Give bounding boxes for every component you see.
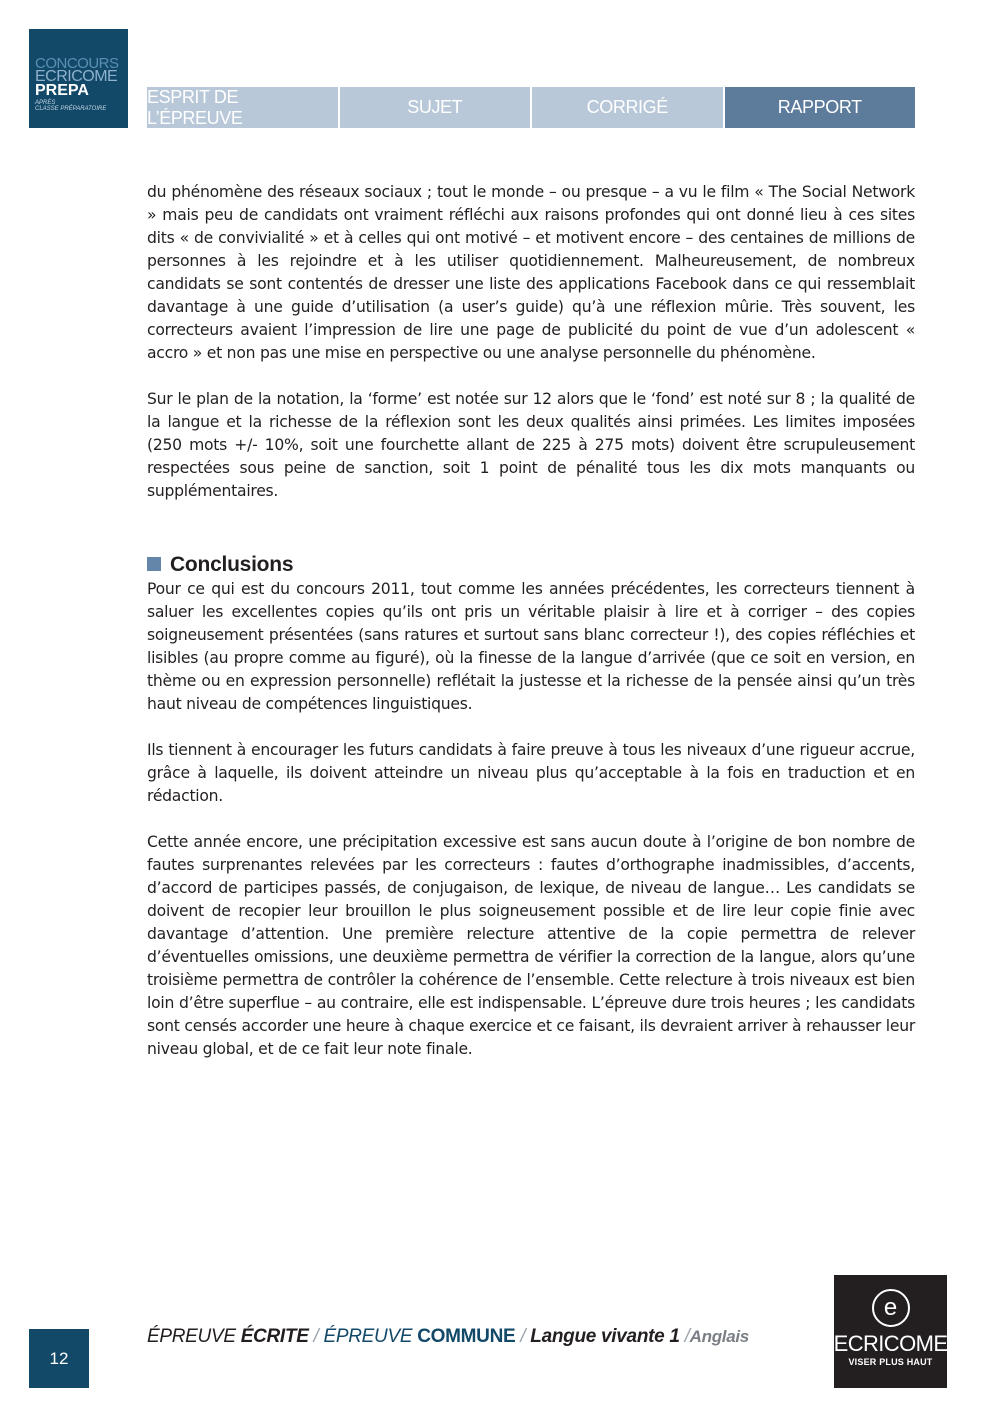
page-number: 12: [29, 1329, 89, 1388]
logo-classe: CLASSE PRÉPARATOIRE: [35, 106, 107, 112]
square-bullet-icon: [147, 557, 161, 571]
tab-rapport[interactable]: RAPPORT: [725, 87, 916, 128]
brand-name: ECRICOME: [833, 1331, 948, 1356]
tab-corrige[interactable]: CORRIGÉ: [532, 87, 723, 128]
footer-epreuve: ÉPREUVE: [147, 1326, 241, 1347]
paragraph-conclusion-2: Ils tiennent à encourager les futurs candidats à faire preuve à tous les niveaux d’une rigueur accrue, grâce à laquelle, ils doivent atteindre un niveau plus qu’acceptable à la fois en traduction et en rédaction.: [147, 741, 915, 805]
footer-epreuve-2: ÉPREUVE: [323, 1326, 418, 1347]
paragraph-conclusion-3: Cette année encore, une précipitation excessive est sans aucun doute à l’origine de bon nombre de fautes surprenantes relevées par les correcteurs : fautes d’orthographe inadmissibles, d’accents, d’accord de participes passés, de conjugaison, de lexique, de niveau de langue… Les candidats se doivent de recopier leur brouillon le plus soigneusement possible et de lire leur copie finie avec davantage d’attention. Une première relecture attentive de la copie permettra de relever d’éventuelles omissions, une deuxième permettra de vérifier la correction de la langue, alors qu’une troisième permettra de contrôler la cohérence de l’ensemble. Cette relecture à trois niveaux est bien loin d’être superflue – au contraire, elle est indispensable. L’épreuve dure trois heures ; les candidats sont censés accorder une heure à chaque exercice et ce faisant, ils devraient arriver à rehausser leur niveau global, et de ce fait leur note finale.: [147, 833, 915, 1058]
logo-concours: CONCOURS: [35, 55, 119, 72]
footer-commune: COMMUNE: [417, 1326, 516, 1347]
tab-esprit-epreuve[interactable]: ESPRIT DE L’ÉPREUVE: [147, 87, 338, 128]
brand-tagline: VISER PLUS HAUT: [848, 1357, 933, 1367]
report-body: [147, 181, 915, 1084]
footer-langue: Langue vivante 1: [530, 1326, 680, 1347]
footer-title: [147, 1326, 749, 1348]
logo-ecricome: ECRICOME: [35, 68, 118, 85]
section-title: Conclusions: [170, 552, 294, 576]
ecricome-brand-logo: [834, 1275, 947, 1388]
paragraph-notation: Sur le plan de la notation, la ‘forme’ est notée sur 12 alors que le ‘fond’ est noté sur 8 ; la qualité de la langue et la richesse de la réflexion sont les deux qualités ainsi primées. Les limites imposées (250 mots +/- 10%, soit une fourchette allant de 225 à 275 mots) doivent être scrupuleusement respectées sous peine de sanction, soit 1 point de pénalité tous les dix mots manquants ou supplémentaires.: [147, 390, 915, 500]
paragraph-conclusion-1: Pour ce qui est du concours 2011, tout comme les années précédentes, les correcteurs tiennent à saluer les excellentes copies qu’ils ont pris un véritable plaisir à lire et à corriger – des copies soigneusement présentées (sans ratures et surtout sans blanc correcteur !), des copies réfléchies et lisibles (au propre comme au figuré), où la finesse de la langue d’arrivée (que ce soit en version, en thème ou en expression personnelle) reflétait la justesse et la richesse de la pensée ainsi qu’un très haut niveau de compétences linguistiques.: [147, 580, 915, 713]
logo-prepa: PREPA: [35, 82, 89, 99]
footer-slash-2: /: [515, 1326, 531, 1347]
footer-ecrite: ÉCRITE: [240, 1326, 309, 1347]
paragraph-social-network: du phénomène des réseaux sociaux ; tout le monde – ou presque – a vu le film « The Social Network » mais peu de candidats ont vraiment réfléchi aux raisons profondes qui ont donné lieu à ces sites dits « de convivialité » et à celles qui ont motivé – et motivent encore – des centaines de millions de personnes à les rejoindre et à les utiliser quotidiennement. Malheureusement, de nombreux candidats se sont contentés de dresser une liste des applications Facebook dans ce qui ressemblait davantage à une guide d’utilisation (a user’s guide) qu’à une réflexion mûrie. Très souvent, les correcteurs avaient l’impression de lire une page de publicité du point de vue d’un adolescent « accro » et non pas une mise en perspective ou une analyse personnelle du phénomène.: [147, 183, 915, 362]
section-tabs: [147, 87, 915, 128]
footer-slash-3: /: [679, 1326, 690, 1347]
footer-anglais: Anglais: [689, 1327, 749, 1346]
brand-e-icon: [872, 1289, 910, 1327]
footer-slash-1: /: [308, 1326, 324, 1347]
brand-mark: e: [883, 1294, 898, 1321]
concours-logo: [29, 29, 128, 128]
conclusions-heading: [147, 550, 915, 578]
tab-sujet[interactable]: SUJET: [340, 87, 531, 128]
logo-apres: APRÈS: [35, 100, 56, 106]
